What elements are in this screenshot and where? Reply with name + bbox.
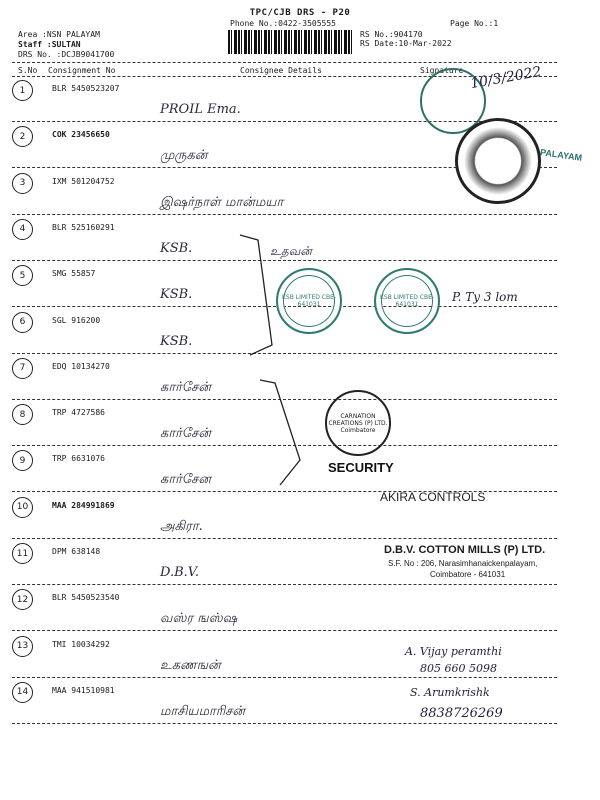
consignee-handwritten: அகிரா. bbox=[160, 518, 203, 534]
table-row bbox=[0, 636, 600, 686]
sheet-title: TPC/CJB DRS - P20 bbox=[249, 8, 351, 18]
table-row bbox=[0, 589, 600, 639]
date-signature: 10/3/2022 bbox=[469, 63, 543, 93]
row-number: 8 bbox=[12, 404, 33, 425]
col-sno: S.No bbox=[18, 66, 38, 75]
row-number: 11 bbox=[12, 543, 33, 564]
consignment-number: BLR 525160291 bbox=[52, 222, 115, 232]
row-number: 2 bbox=[12, 126, 33, 147]
consignment-number: IXM 501204752 bbox=[52, 176, 115, 186]
table-row bbox=[0, 682, 600, 732]
header-divider bbox=[12, 62, 557, 63]
dark-round-stamp bbox=[455, 118, 541, 204]
row-number: 5 bbox=[12, 265, 33, 286]
row-number: 12 bbox=[12, 589, 33, 610]
dbv-stamp-name: D.B.V. COTTON MILLS (P) LTD. bbox=[384, 544, 546, 556]
row-number: 4 bbox=[12, 219, 33, 240]
row5-signature: P. Ty 3 lom bbox=[452, 290, 518, 304]
arun-signature: S. Arumkrishk bbox=[410, 686, 490, 699]
consignment-number: SMG 55857 bbox=[52, 269, 96, 279]
row-divider bbox=[12, 630, 557, 631]
row-divider bbox=[12, 538, 557, 539]
row-number: 14 bbox=[12, 682, 33, 703]
staff-label: Staff :SULTAN bbox=[18, 40, 81, 49]
row-divider bbox=[12, 353, 557, 354]
row-number: 1 bbox=[12, 80, 33, 101]
col-signature: Signature bbox=[420, 66, 464, 75]
consignee-handwritten: PROIL Ema. bbox=[160, 102, 241, 117]
consignee-handwritten: இஷர்நாள் மான்மயா bbox=[160, 194, 284, 210]
consignment-number: BLR 5450523540 bbox=[52, 593, 120, 603]
drs-number: DRS No. :DCJB9041700 bbox=[18, 50, 115, 59]
consignee-handwritten: KSB. bbox=[160, 333, 193, 349]
security-label: SECURITY bbox=[328, 460, 394, 475]
vijay-signature: A. Vijay peramthi bbox=[405, 645, 502, 658]
consignment-number: MAA 284991869 bbox=[52, 500, 115, 510]
vijay-phone: 805 660 5098 bbox=[420, 662, 497, 675]
ksb-stamp-2: KSB LIMITED CBE-641031 bbox=[374, 268, 440, 334]
barcode bbox=[228, 30, 352, 54]
row-divider bbox=[12, 723, 557, 724]
ksb-stamp-1: KSB LIMITED CBE-641031 bbox=[276, 268, 342, 334]
consignee-handwritten: கார்சேன் bbox=[160, 426, 211, 442]
area-label: Area :NSN PALAYAM bbox=[18, 30, 100, 39]
consignee-handwritten: உகணஙன் bbox=[160, 657, 221, 673]
consignment-number: BLR 5450523207 bbox=[52, 84, 120, 93]
consignment-number: TMI 10034292 bbox=[52, 639, 110, 649]
consignee-handwritten: மாசியமாரிசன் bbox=[160, 703, 245, 719]
consignment-number: TRP 6631076 bbox=[52, 454, 105, 464]
consignee-handwritten: முருகன் bbox=[160, 148, 208, 164]
row-number: 7 bbox=[12, 358, 33, 379]
consignee-handwritten: KSB. bbox=[160, 287, 193, 303]
page-number: Page No.:1 bbox=[450, 19, 499, 28]
row-divider bbox=[12, 584, 557, 585]
carnation-bracket bbox=[255, 375, 325, 495]
row-number: 6 bbox=[12, 312, 33, 333]
consignment-number: TRP 4727586 bbox=[52, 408, 105, 418]
dbv-stamp-address: S.F. No : 206, Narasimhanaickenpalayam, bbox=[388, 559, 538, 568]
consignment-number: EDQ 10134270 bbox=[52, 361, 110, 371]
consignee-handwritten: D.B.V. bbox=[160, 565, 200, 580]
row-divider bbox=[12, 214, 557, 215]
consignee-handwritten: KSB. bbox=[160, 240, 193, 256]
palayam-stamp: PALAYAM bbox=[539, 147, 583, 163]
carnation-stamp: CARNATION CREATIONS (P) LTD. Coimbatore bbox=[325, 390, 391, 456]
dbv-stamp-city: Coimbatore - 641031 bbox=[430, 570, 506, 579]
row-divider bbox=[12, 677, 557, 678]
phone-number: Phone No.:0422-3505555 bbox=[230, 19, 336, 28]
consignment-number: COK 23456650 bbox=[52, 130, 110, 140]
consignment-number: SGL 916200 bbox=[52, 315, 101, 325]
akira-stamp: AKIRA CONTROLS bbox=[380, 490, 486, 504]
row-number: 9 bbox=[12, 450, 33, 471]
ksb-bracket bbox=[230, 230, 280, 360]
consignee-handwritten: வஸ்ர ஙஸ்ஷ bbox=[160, 611, 238, 627]
row-divider bbox=[12, 260, 557, 261]
rs-date: RS Date:10-Mar-2022 bbox=[360, 39, 452, 48]
col-consignment: Consignment No bbox=[48, 66, 116, 75]
col-consignee: Consignee Details bbox=[240, 66, 322, 75]
consignment-number: DPM 638148 bbox=[52, 547, 101, 556]
table-row bbox=[0, 497, 600, 547]
consignment-number: MAA 941510981 bbox=[52, 685, 115, 695]
row-number: 13 bbox=[12, 636, 33, 657]
consignee-handwritten: கார்சேன் bbox=[160, 379, 211, 395]
rs-number: RS No.:904170 bbox=[360, 30, 423, 39]
arun-phone: 8838726269 bbox=[420, 706, 503, 721]
row-number: 10 bbox=[12, 497, 33, 518]
row-number: 3 bbox=[12, 173, 33, 194]
ksb-note: உதவன் bbox=[270, 244, 312, 258]
consignee-handwritten: கார்சேன bbox=[160, 472, 211, 488]
